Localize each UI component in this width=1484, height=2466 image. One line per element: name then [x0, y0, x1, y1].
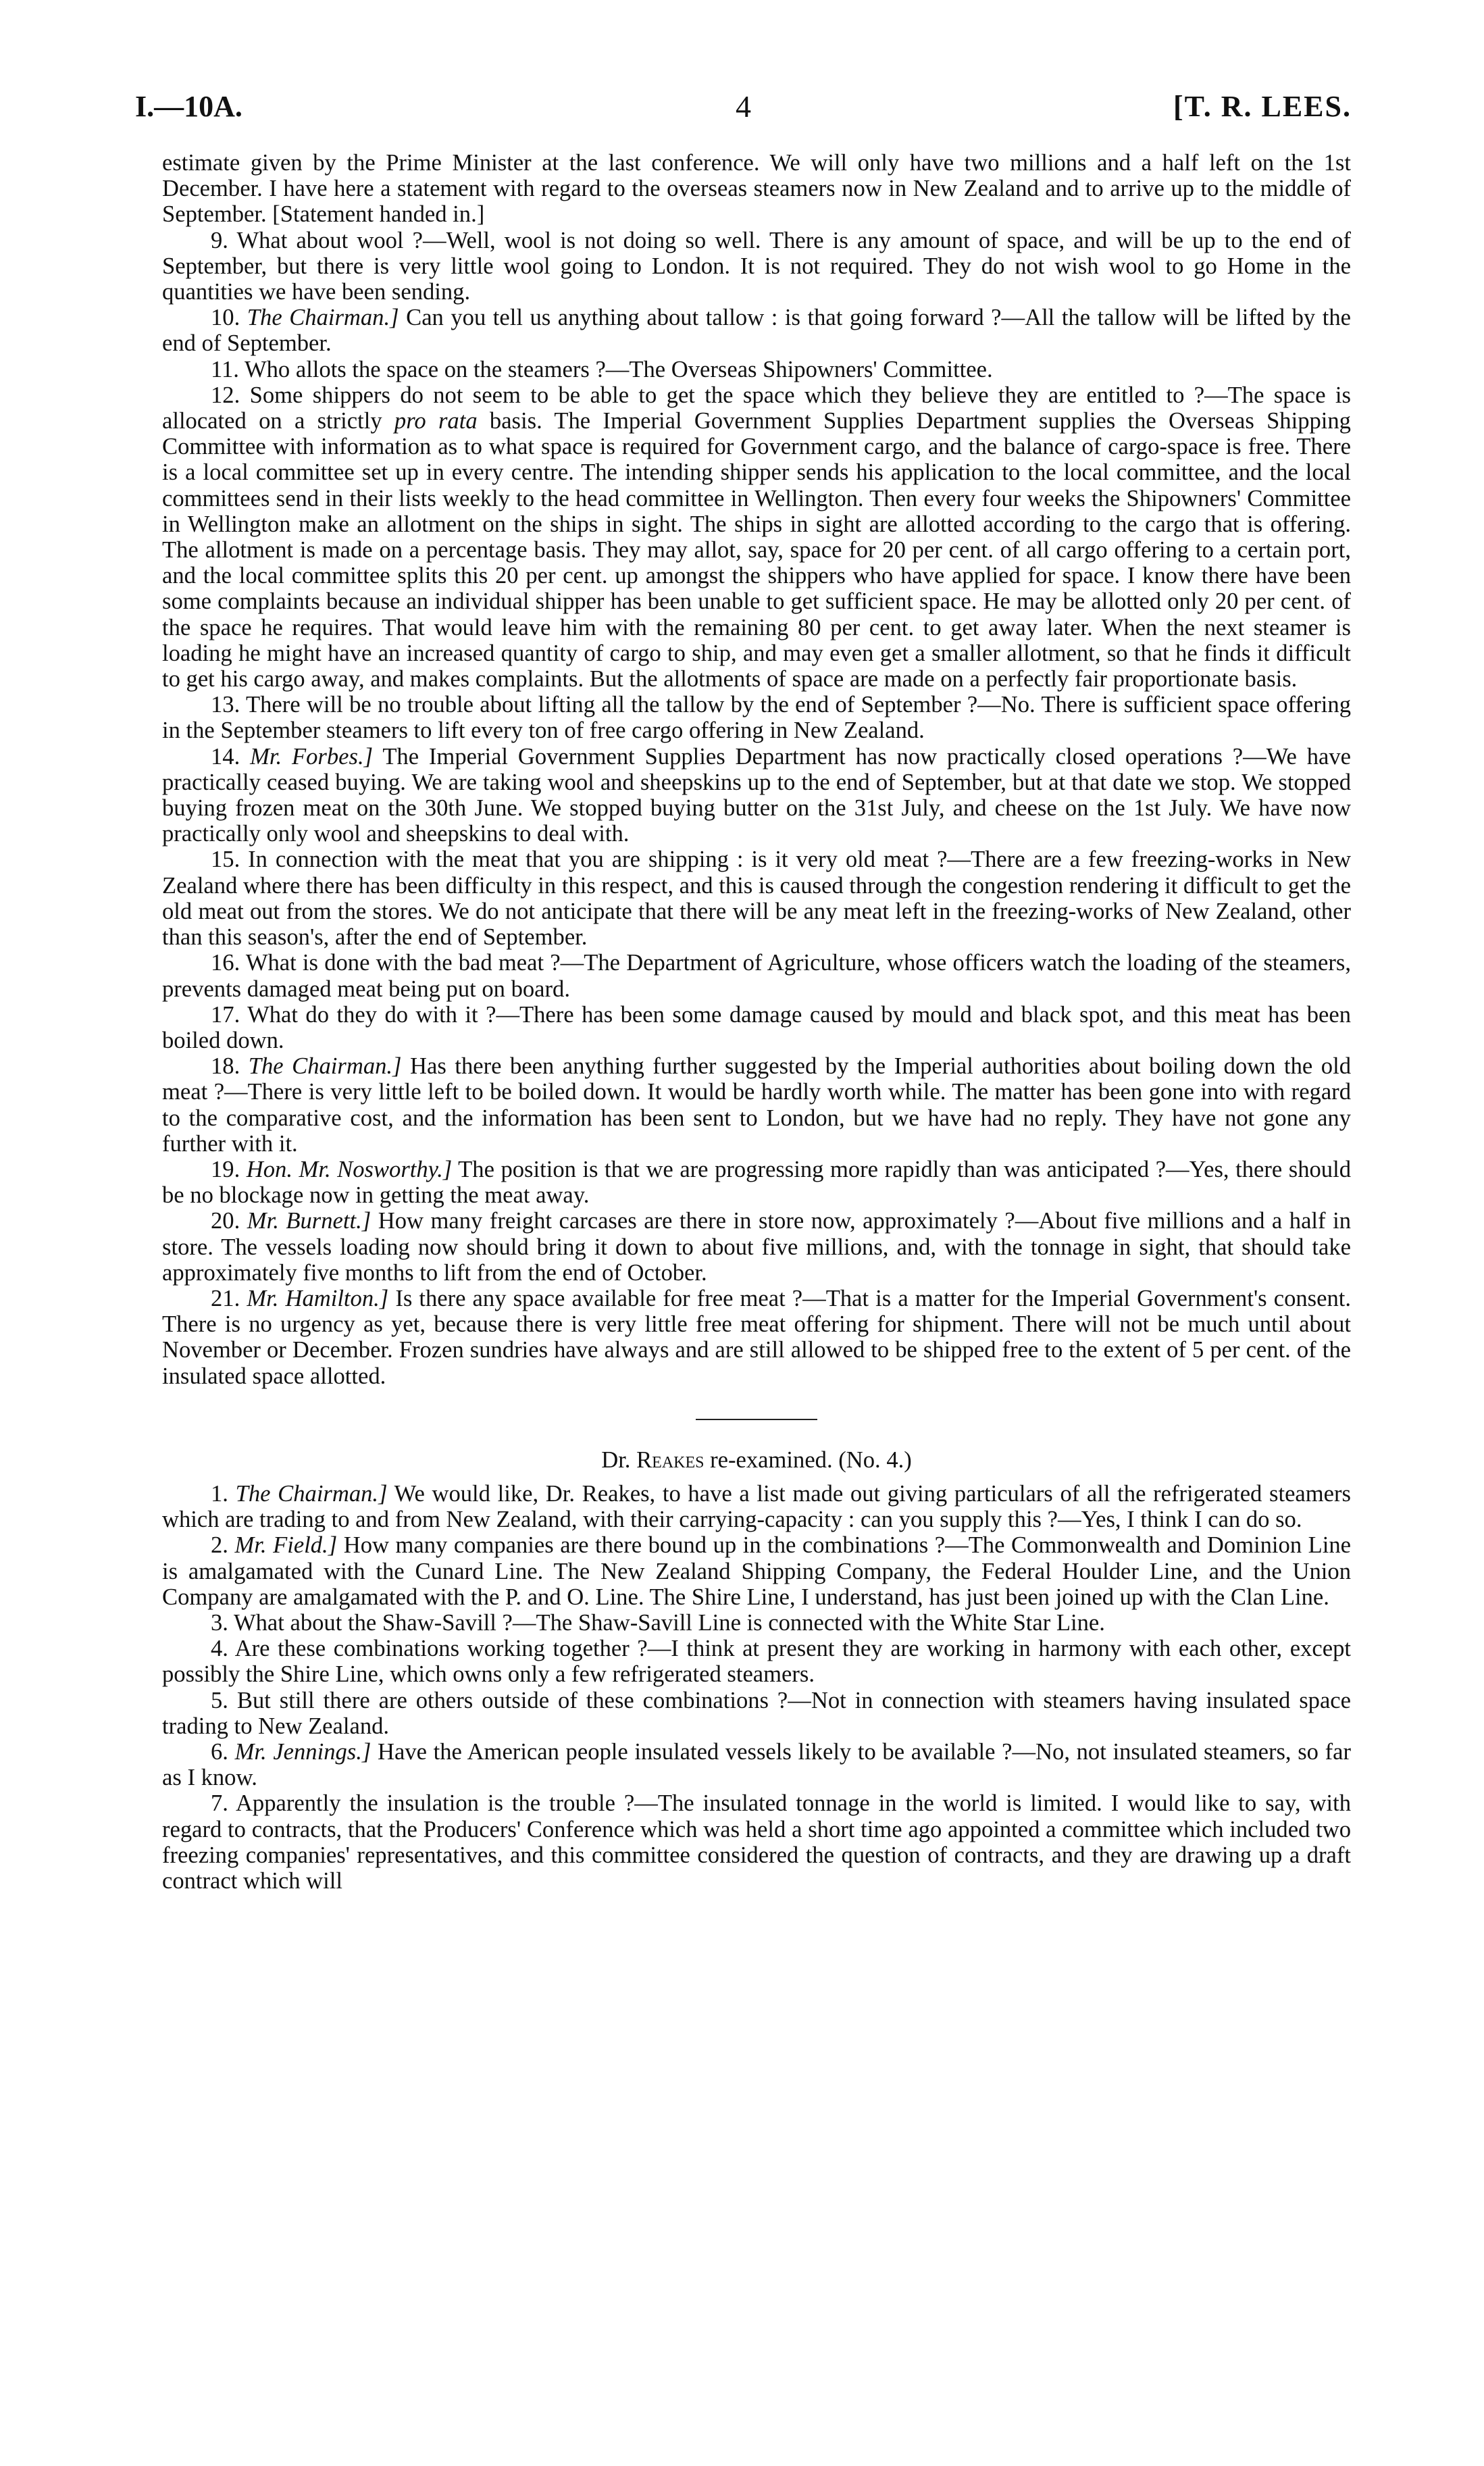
question-number: 2.	[211, 1532, 228, 1559]
paragraph	[162, 1532, 1351, 1610]
paragraph-text: The Imperial Government Supplies Department has now practically closed operations ?—We have practically ceased buying. We are taking wool and sheepskins up to the end of September, but at that date we stop. We stopped buying frozen meat on the 30th June. We stopped buying butter on the 31st July, and cheese on the 1st July. We have now practically only wool and sheepskins to deal with.	[162, 743, 1352, 847]
paragraph-text: What about the Shaw-Savill ?—The Shaw-Savill Line is connected with the White Star Line.	[233, 1609, 1105, 1636]
paragraph-text: basis. The Imperial Government Supplies Department supplies the Overseas Shipping Committee with information as to what space is required for Government cargo, and the balance of cargo-space is free. There is a local committee set up in every centre. The intending shipper sends his application to the local committee, and the local committees send in their lists weekly to the head committee in Wellington. Then every four weeks the Shipowners' Committee in Wellington make an allotment on the ships in sight. The ships in sight are allotted according to the cargo that is offering. The allotment is made on a percentage basis. They may allot, say, space for 20 per cent. of all cargo offering to a certain port, and the local committee splits this 20 per cent. up amongst the shippers who have applied for space. I know there have been some complaints because an individual shipper has been unable to get sufficient space. He may be allotted only 20 per cent. of the space he requires. That would leave him with the remaining 80 per cent. to get away later. When the next steamer is loading he might have an increased quantity of cargo to ship, and may even get a smaller allotment, so that he finds it difficult to get his cargo away, and makes complaints. But the allotments of space are made on a perfectly fair proportionate basis.	[162, 408, 1351, 693]
question-number: 3.	[211, 1609, 228, 1636]
speaker-name: Hon. Mr. Nosworthy.]	[246, 1156, 453, 1182]
paragraph	[162, 744, 1351, 847]
paragraph-text: Apparently the insulation is the trouble ?—The insulated tonnage in the world is limited. I would like to say, with regard to contracts, that the Producers' Conference which was held a short time ago appointed a committee which included two freezing companies' representatives, and this committee considered the question of contracts, and they are drawing up a draft contract which will	[162, 1790, 1351, 1894]
speaker-name: Mr. Jennings.]	[234, 1738, 372, 1765]
section-divider	[696, 1419, 817, 1420]
witness-surname: Reakes	[636, 1446, 705, 1473]
paragraph	[162, 150, 1351, 228]
paragraph	[162, 1157, 1351, 1208]
evidence-part-1	[162, 150, 1351, 1389]
paragraph-text: The position is that we are progressing more rapidly than was anticipated ?—Yes, there should be no blockage now in getting the meat away.	[162, 1156, 1351, 1209]
paragraph-text: Has there been anything further suggested by the Imperial authorities about boiling down the old meat ?—There is very little left to be boiled down. It would be hardly worth while. The matter has been gone into with regard to the comparative cost, and the information has been sent to London, but we have had no reply. They have not gone any further with it.	[162, 1053, 1351, 1157]
paragraph-text: How many companies are there bound up in the combinations ?—The Commonwealth and Dominion Line is amalgamated with the Cunard Line. The New Zealand Shipping Company, the Federal Houlder Line, and the Union Company are amalgamated with the P. and O. Line. The Shire Line, I understand, has just been joined up with the Clan Line.	[162, 1532, 1352, 1610]
question-number: 6.	[211, 1738, 228, 1765]
paragraph	[162, 847, 1351, 950]
paragraph	[162, 1286, 1351, 1389]
speaker-name: The Chairman.]	[247, 305, 399, 331]
paragraph	[162, 305, 1351, 356]
paragraph	[162, 950, 1351, 1001]
question-number: 1.	[211, 1480, 228, 1507]
question-number: 12.	[211, 382, 240, 408]
speaker-name: Mr. Burnett.]	[247, 1208, 372, 1234]
question-number: 14.	[211, 743, 240, 770]
question-number: 10.	[211, 305, 240, 331]
paragraph	[162, 357, 1351, 382]
paragraph	[162, 1636, 1351, 1687]
page-header	[135, 86, 1352, 127]
body-text	[162, 150, 1351, 1894]
paragraph	[162, 228, 1351, 305]
paragraph-text: There will be no trouble about lifting all the tallow by the end of September ?—No. There is sufficient space offering in the September steamers to lift every ton of free cargo offering in New Zealand.	[162, 692, 1351, 744]
paragraph-text: How many freight carcases are there in store now, approximately ?—About five millions and a half in store. The vessels loading now should bring it down to about five millions, and, with the tonnage in sight, that should take approximately five months to lift from the end of October.	[162, 1208, 1351, 1286]
question-number: 9.	[211, 227, 228, 253]
question-number: 13.	[211, 692, 240, 718]
paragraph	[162, 1610, 1351, 1636]
question-number: 20.	[211, 1208, 240, 1234]
paragraph	[162, 1053, 1351, 1157]
question-number: 11.	[211, 356, 239, 382]
evidence-part-2	[162, 1481, 1351, 1894]
page-number: 4	[736, 89, 751, 124]
paragraph	[162, 382, 1351, 692]
paragraph	[162, 1688, 1351, 1739]
question-number: 19.	[211, 1156, 240, 1182]
speaker-name: Mr. Forbes.]	[250, 743, 374, 770]
paragraph-text: Is there any space available for free meat ?—That is a matter for the Imperial Government's consent. There is no urgency as yet, because there is very little free meat offering for shipment. There will not be much until about November or December. Frozen sundries have always and are still allowed to be shipped free to the extent of 5 per cent. of the insulated space allotted.	[162, 1285, 1351, 1389]
paragraph	[162, 1208, 1351, 1286]
paragraph-text: What is done with the bad meat ?—The Department of Agriculture, whose officers watch the loading of the steamers, prevents damaged meat being put on board.	[162, 950, 1351, 1002]
paragraph-text: Can you tell us anything about tallow : is that going forward ?—All the tallow will be lifted by the end of September.	[162, 305, 1352, 357]
examination-number: (No. 4.)	[838, 1446, 912, 1473]
question-number: 4.	[211, 1636, 228, 1662]
paragraph-text: What do they do with it ?—There has been some damage caused by mould and black spot, and this meat has been boiled down.	[162, 1001, 1351, 1053]
paragraph	[162, 1739, 1351, 1790]
speaker-name: Mr. Field.]	[234, 1532, 338, 1559]
paragraph-text: Some shippers do not seem to be able to get the space which they believe they are entitled to ?—The space is allocated on a strictly	[162, 382, 1351, 434]
paragraph	[162, 1481, 1351, 1532]
paragraph	[162, 692, 1351, 743]
heading-text: re-examined.	[710, 1446, 833, 1473]
paragraph-text: We would like, Dr. Reakes, to have a list made out giving particulars of all the refrigerated steamers which are trading to and from New Zealand, with their carrying-capacity : can you supply this ?—Yes, I think I can do so.	[162, 1480, 1351, 1533]
paragraph-text: Who allots the space on the steamers ?—The Overseas Shipowners' Committee.	[244, 356, 993, 382]
paragraph-text: estimate given by the Prime Minister at the last conference. We will only have two millions and a half left on the 1st December. I have here a statement with regard to the overseas steamers now in New Zealand and to arrive up to the middle of September. [Statement handed in.]	[162, 150, 1351, 228]
paragraph-text: Have the American people insulated vessels likely to be available ?—No, not insulated steamers, so far as I know.	[162, 1738, 1351, 1791]
question-number: 21.	[211, 1285, 240, 1311]
speaker-name: The Chairman.]	[248, 1053, 402, 1080]
latin-phrase: pro rata	[394, 408, 478, 434]
paragraph-text: In connection with the meat that you are shipping : is it very old meat ?—There are a few freezing-works in New Zealand where there has been difficulty in this respect, and this is caused through the congestion rendering it difficult to get the old meat out from the stores. We do not anticipate that there will be any meat left in the freezing-works of New Zealand, other than this season's, after the end of September.	[162, 847, 1351, 951]
section-heading	[162, 1447, 1351, 1473]
paper-reference: I.—10A.	[135, 90, 242, 123]
witness-name: [T. R. LEES.	[1173, 90, 1352, 123]
paragraph-text: Are these combinations working together ?—I think at present they are working in harmony with each other, except possibly the Shire Line, which owns only a few refrigerated steamers.	[162, 1636, 1351, 1688]
question-number: 5.	[211, 1687, 228, 1713]
question-number: 7.	[211, 1790, 228, 1817]
paragraph-text: But still there are others outside of these combinations ?—Not in connection with steamers having insulated space trading to New Zealand.	[162, 1687, 1351, 1739]
question-number: 16.	[211, 950, 240, 976]
question-number: 15.	[211, 847, 240, 873]
speaker-name: The Chairman.]	[235, 1480, 388, 1507]
paragraph	[162, 1790, 1351, 1894]
heading-prefix: Dr.	[601, 1446, 631, 1473]
question-number: 17.	[211, 1001, 240, 1028]
paragraph	[162, 1002, 1351, 1053]
speaker-name: Mr. Hamilton.]	[247, 1285, 389, 1311]
paragraph-text: What about wool ?—Well, wool is not doing so well. There is any amount of space, and will be up to the end of September, but there is very little wool going to London. It is not required. They do not wish wool to go Home in the quantities we have been sending.	[162, 227, 1351, 305]
question-number: 18.	[211, 1053, 240, 1080]
